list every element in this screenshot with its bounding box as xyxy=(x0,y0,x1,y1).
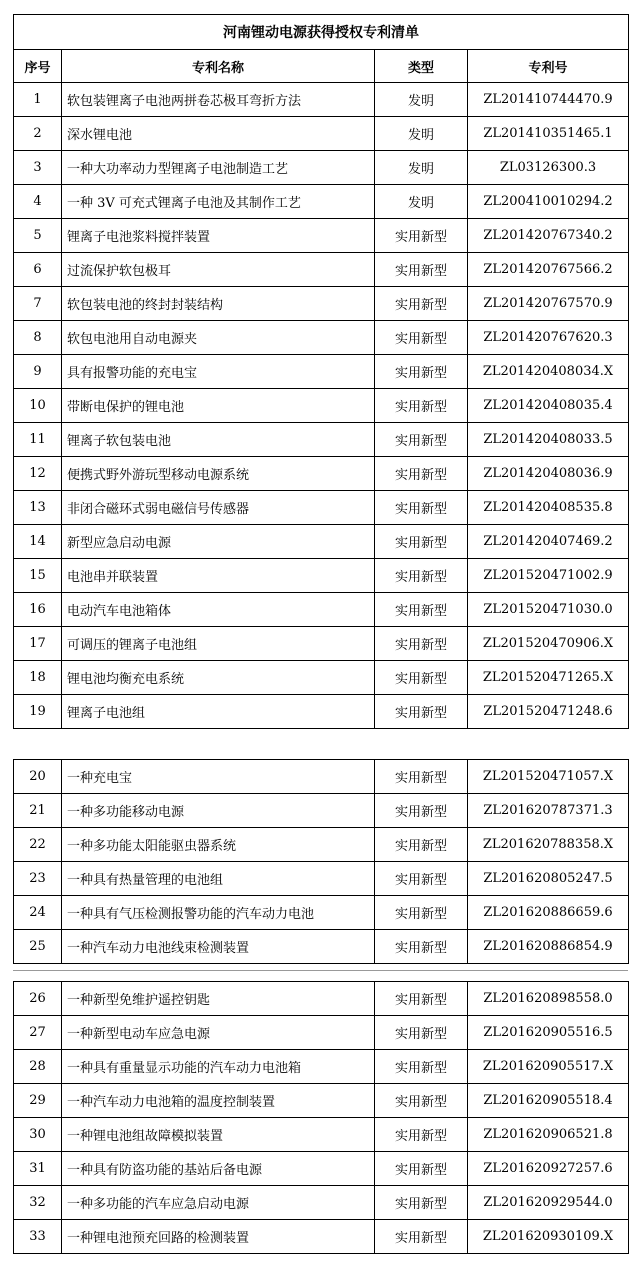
cell-type: 实用新型 xyxy=(375,287,468,321)
cell-number: ZL200410010294.2 xyxy=(468,185,629,219)
cell-number: ZL201620905518.4 xyxy=(468,1084,629,1118)
cell-name: 一种具有重量显示功能的汽车动力电池箱 xyxy=(62,1050,375,1084)
table-row xyxy=(14,695,629,729)
cell-type: 实用新型 xyxy=(375,828,468,862)
table-row xyxy=(14,794,629,828)
cell-no: 19 xyxy=(14,695,62,729)
table-row xyxy=(14,389,629,423)
cell-number: ZL201520470906.X xyxy=(468,627,629,661)
cell-no: 25 xyxy=(14,930,62,964)
cell-type: 实用新型 xyxy=(375,982,468,1016)
cell-number: ZL201620886659.6 xyxy=(468,896,629,930)
cell-number: ZL201420767566.2 xyxy=(468,253,629,287)
cell-number: ZL201420407469.2 xyxy=(468,525,629,559)
cell-type: 实用新型 xyxy=(375,760,468,794)
cell-type: 实用新型 xyxy=(375,1220,468,1254)
table-row xyxy=(14,1084,629,1118)
table-row xyxy=(14,83,629,117)
table-row xyxy=(14,219,629,253)
cell-no: 5 xyxy=(14,219,62,253)
table-row xyxy=(14,1220,629,1254)
table-row xyxy=(14,627,629,661)
cell-no: 3 xyxy=(14,151,62,185)
cell-name: 锂离子电池组 xyxy=(62,695,375,729)
cell-type: 实用新型 xyxy=(375,253,468,287)
cell-number: ZL201620906521.8 xyxy=(468,1118,629,1152)
cell-number: ZL201620898558.0 xyxy=(468,982,629,1016)
cell-name: 一种 3V 可充式锂离子电池及其制作工艺 xyxy=(62,185,375,219)
cell-number: ZL201420408035.4 xyxy=(468,389,629,423)
cell-no: 30 xyxy=(14,1118,62,1152)
cell-type: 实用新型 xyxy=(375,1016,468,1050)
table-row xyxy=(14,117,629,151)
cell-no: 28 xyxy=(14,1050,62,1084)
cell-name: 一种多功能太阳能驱虫器系统 xyxy=(62,828,375,862)
cell-type: 实用新型 xyxy=(375,794,468,828)
cell-type: 实用新型 xyxy=(375,355,468,389)
cell-name: 一种具有气压检测报警功能的汽车动力电池 xyxy=(62,896,375,930)
cell-no: 9 xyxy=(14,355,62,389)
table-row xyxy=(14,828,629,862)
cell-number: ZL201520471057.X xyxy=(468,760,629,794)
cell-name: 一种新型电动车应急电源 xyxy=(62,1016,375,1050)
table-row xyxy=(14,760,629,794)
cell-name: 一种汽车动力电池线束检测装置 xyxy=(62,930,375,964)
cell-type: 实用新型 xyxy=(375,695,468,729)
cell-number: ZL201620788358.X xyxy=(468,828,629,862)
cell-number: ZL201620929544.0 xyxy=(468,1186,629,1220)
cell-no: 11 xyxy=(14,423,62,457)
table-row xyxy=(14,1152,629,1186)
cell-type: 实用新型 xyxy=(375,1118,468,1152)
cell-name: 软包装电池的终封封装结构 xyxy=(62,287,375,321)
table-row xyxy=(14,982,629,1016)
cell-number: ZL201420408033.5 xyxy=(468,423,629,457)
cell-no: 2 xyxy=(14,117,62,151)
cell-number: ZL201420767340.2 xyxy=(468,219,629,253)
cell-name: 电池串并联装置 xyxy=(62,559,375,593)
cell-name: 具有报警功能的充电宝 xyxy=(62,355,375,389)
cell-no: 6 xyxy=(14,253,62,287)
table-row xyxy=(14,896,629,930)
cell-type: 实用新型 xyxy=(375,862,468,896)
cell-type: 实用新型 xyxy=(375,457,468,491)
patent-table-part-3 xyxy=(13,981,629,1254)
table-row xyxy=(14,1186,629,1220)
cell-name: 一种多功能的汽车应急启动电源 xyxy=(62,1186,375,1220)
table-row xyxy=(14,593,629,627)
cell-name: 一种充电宝 xyxy=(62,760,375,794)
cell-number: ZL201520471265.X xyxy=(468,661,629,695)
header-name: 专利名称 xyxy=(62,50,375,83)
cell-type: 实用新型 xyxy=(375,930,468,964)
cell-type: 实用新型 xyxy=(375,423,468,457)
cell-no: 24 xyxy=(14,896,62,930)
cell-number: ZL201620927257.6 xyxy=(468,1152,629,1186)
cell-name: 一种锂电池组故障模拟装置 xyxy=(62,1118,375,1152)
cell-name: 电动汽车电池箱体 xyxy=(62,593,375,627)
cell-no: 1 xyxy=(14,83,62,117)
table-row xyxy=(14,661,629,695)
cell-type: 实用新型 xyxy=(375,1152,468,1186)
cell-no: 22 xyxy=(14,828,62,862)
cell-number: ZL201410351465.1 xyxy=(468,117,629,151)
cell-name: 锂离子电池浆料搅拌装置 xyxy=(62,219,375,253)
cell-type: 实用新型 xyxy=(375,491,468,525)
cell-name: 可调压的锂离子电池组 xyxy=(62,627,375,661)
table-row xyxy=(14,287,629,321)
cell-name: 非闭合磁环式弱电磁信号传感器 xyxy=(62,491,375,525)
table-row xyxy=(14,423,629,457)
cell-type: 实用新型 xyxy=(375,321,468,355)
cell-name: 锂离子软包装电池 xyxy=(62,423,375,457)
cell-no: 4 xyxy=(14,185,62,219)
cell-name: 过流保护软包极耳 xyxy=(62,253,375,287)
table-row xyxy=(14,151,629,185)
cell-name: 一种新型免维护遥控钥匙 xyxy=(62,982,375,1016)
cell-number: ZL201520471030.0 xyxy=(468,593,629,627)
patent-table-part-2 xyxy=(13,759,629,964)
cell-type: 发明 xyxy=(375,151,468,185)
cell-no: 27 xyxy=(14,1016,62,1050)
cell-type: 发明 xyxy=(375,83,468,117)
cell-no: 20 xyxy=(14,760,62,794)
cell-number: ZL201620886854.9 xyxy=(468,930,629,964)
cell-no: 16 xyxy=(14,593,62,627)
cell-type: 实用新型 xyxy=(375,559,468,593)
cell-number: ZL201420408036.9 xyxy=(468,457,629,491)
cell-type: 实用新型 xyxy=(375,593,468,627)
cell-type: 实用新型 xyxy=(375,219,468,253)
cell-type: 实用新型 xyxy=(375,525,468,559)
cell-no: 23 xyxy=(14,862,62,896)
cell-no: 14 xyxy=(14,525,62,559)
cell-name: 新型应急启动电源 xyxy=(62,525,375,559)
cell-name: 软包装锂离子电池两拼卷芯极耳弯折方法 xyxy=(62,83,375,117)
cell-number: ZL201420767570.9 xyxy=(468,287,629,321)
cell-type: 实用新型 xyxy=(375,389,468,423)
patent-table-part-1 xyxy=(13,14,629,729)
cell-name: 深水锂电池 xyxy=(62,117,375,151)
table-row xyxy=(14,559,629,593)
cell-no: 12 xyxy=(14,457,62,491)
table-row xyxy=(14,1118,629,1152)
cell-number: ZL201620930109.X xyxy=(468,1220,629,1254)
table-row xyxy=(14,1016,629,1050)
table-row xyxy=(14,491,629,525)
cell-type: 发明 xyxy=(375,117,468,151)
cell-no: 10 xyxy=(14,389,62,423)
table-row xyxy=(14,321,629,355)
cell-type: 实用新型 xyxy=(375,661,468,695)
cell-number: ZL201620905517.X xyxy=(468,1050,629,1084)
cell-number: ZL201520471248.6 xyxy=(468,695,629,729)
cell-number: ZL03126300.3 xyxy=(468,151,629,185)
cell-no: 8 xyxy=(14,321,62,355)
table-row xyxy=(14,253,629,287)
cell-no: 18 xyxy=(14,661,62,695)
cell-type: 实用新型 xyxy=(375,1084,468,1118)
table-row xyxy=(14,457,629,491)
header-type: 类型 xyxy=(375,50,468,83)
table-row xyxy=(14,1050,629,1084)
cell-number: ZL201420408535.8 xyxy=(468,491,629,525)
cell-number: ZL201520471002.9 xyxy=(468,559,629,593)
cell-no: 7 xyxy=(14,287,62,321)
table-title: 河南锂动电源获得授权专利清单 xyxy=(14,15,629,50)
cell-number: ZL201620787371.3 xyxy=(468,794,629,828)
cell-number: ZL201420767620.3 xyxy=(468,321,629,355)
cell-type: 实用新型 xyxy=(375,627,468,661)
table-row xyxy=(14,525,629,559)
cell-number: ZL201420408034.X xyxy=(468,355,629,389)
cell-no: 31 xyxy=(14,1152,62,1186)
cell-type: 实用新型 xyxy=(375,1050,468,1084)
cell-name: 一种具有防盗功能的基站后备电源 xyxy=(62,1152,375,1186)
header-no: 序号 xyxy=(14,50,62,83)
cell-name: 一种汽车动力电池箱的温度控制装置 xyxy=(62,1084,375,1118)
cell-name: 便携式野外游玩型移动电源系统 xyxy=(62,457,375,491)
cell-name: 软包电池用自动电源夹 xyxy=(62,321,375,355)
cell-no: 32 xyxy=(14,1186,62,1220)
cell-no: 33 xyxy=(14,1220,62,1254)
cell-name: 一种具有热量管理的电池组 xyxy=(62,862,375,896)
cell-no: 26 xyxy=(14,982,62,1016)
table-row xyxy=(14,862,629,896)
table-row xyxy=(14,185,629,219)
cell-name: 一种大功率动力型锂离子电池制造工艺 xyxy=(62,151,375,185)
cell-no: 17 xyxy=(14,627,62,661)
table-row xyxy=(14,355,629,389)
table-row xyxy=(14,930,629,964)
cell-number: ZL201620905516.5 xyxy=(468,1016,629,1050)
cell-no: 21 xyxy=(14,794,62,828)
cell-type: 实用新型 xyxy=(375,1186,468,1220)
header-number: 专利号 xyxy=(468,50,629,83)
cell-number: ZL201620805247.5 xyxy=(468,862,629,896)
cell-no: 15 xyxy=(14,559,62,593)
cell-no: 13 xyxy=(14,491,62,525)
cell-no: 29 xyxy=(14,1084,62,1118)
cell-name: 一种多功能移动电源 xyxy=(62,794,375,828)
cell-name: 带断电保护的锂电池 xyxy=(62,389,375,423)
cell-type: 发明 xyxy=(375,185,468,219)
cell-type: 实用新型 xyxy=(375,896,468,930)
cell-number: ZL201410744470.9 xyxy=(468,83,629,117)
cell-name: 锂电池均衡充电系统 xyxy=(62,661,375,695)
page-break-line xyxy=(13,970,628,971)
cell-name: 一种锂电池预充回路的检测装置 xyxy=(62,1220,375,1254)
